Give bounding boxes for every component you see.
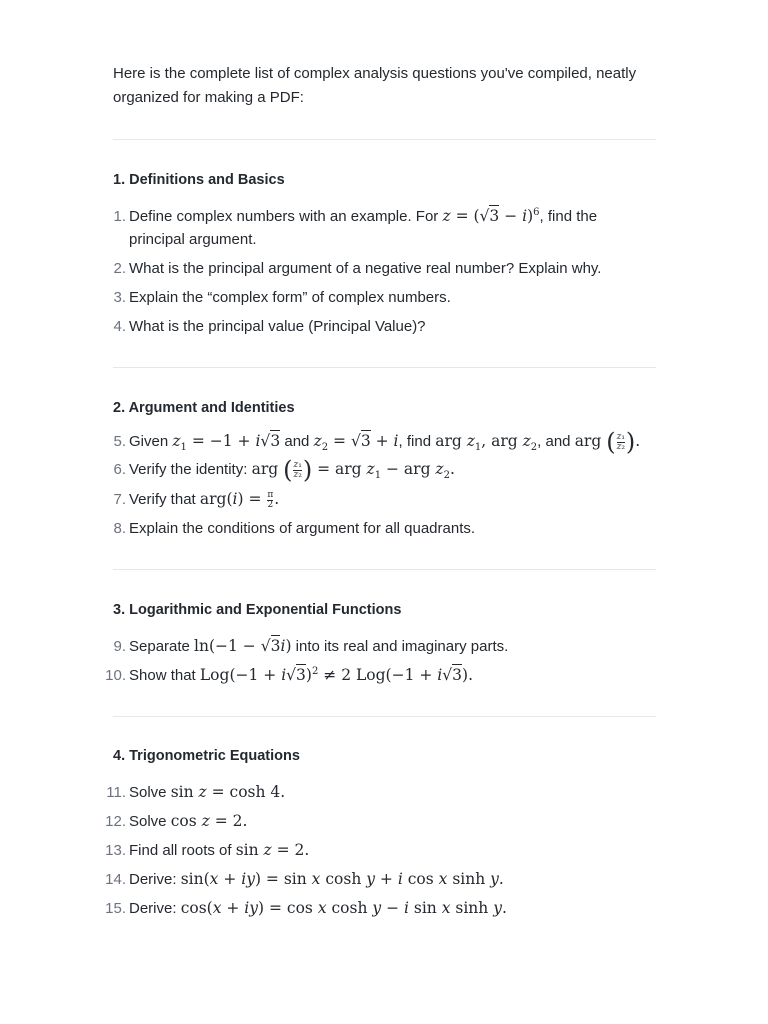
divider: [113, 569, 656, 570]
item-number: 13.: [105, 842, 126, 859]
item-text: Derive:: [129, 871, 181, 888]
section-trigonometric: [105, 746, 656, 920]
item-text: Show that: [129, 667, 200, 684]
question-list: [113, 205, 656, 338]
document-content: [105, 62, 656, 920]
math-expression: arg(i) = $\frac{\pi}{2}$ .: [199, 489, 280, 510]
list-item: [113, 488, 656, 511]
item-text: , and: [537, 433, 575, 450]
item-number: 5.: [113, 433, 126, 450]
item-text: Explain the “complex form” of complex numbers.: [129, 289, 451, 306]
item-number: 12.: [105, 813, 126, 830]
math-expression: cos z = 2.: [170, 812, 248, 830]
item-number: 9.: [113, 638, 126, 655]
section-argument: [113, 398, 656, 540]
item-number: 14.: [105, 871, 126, 888]
math-expression: sin z = 2.: [235, 841, 310, 859]
item-number: 3.: [113, 289, 126, 306]
question-list: [113, 430, 656, 540]
math-expression: arg ( $\frac{\text{z₁}}{\text{z₂}}$ ).: [574, 428, 641, 456]
list-item: [113, 517, 656, 540]
list-item: [106, 781, 656, 804]
divider: [113, 716, 656, 717]
item-text: Verify the identity:: [129, 461, 252, 478]
item-text: , find: [398, 433, 436, 450]
math-expression: $z_2 = √3 + i$: [313, 432, 399, 454]
math-expression: $z_1 = -1 + i√3$: [172, 432, 281, 454]
intro-paragraph: Here is the complete list of complex analysis questions you've compiled, neatly organized for making a PDF:: [113, 65, 637, 106]
item-text: Define complex numbers with an example. For: [129, 208, 443, 225]
item-text: and: [280, 433, 314, 450]
item-text: Given: [129, 433, 173, 450]
item-number: 7.: [113, 491, 126, 508]
math-expression: sin(x + iy) = sin x cosh y + i cos x sinh y.: [180, 870, 504, 888]
section-definitions: [113, 170, 656, 338]
section-heading: 2. Argument and Identities: [113, 400, 295, 416]
item-text: Solve: [129, 784, 171, 801]
item-number: 1.: [113, 208, 126, 225]
item-text: What is the principal argument of a negative real number? Explain why.: [129, 260, 602, 277]
item-text: Explain the conditions of argument for all quadrants.: [129, 520, 476, 537]
item-number: 11.: [106, 784, 126, 801]
math-expression: sin z = cosh 4.: [170, 783, 286, 801]
item-text: What is the principal value (Principal Value)?: [129, 318, 426, 335]
item-number: 15.: [105, 900, 126, 917]
section-logarithmic: [105, 600, 656, 687]
item-text: Separate: [129, 638, 195, 655]
item-text: Find all roots of: [129, 842, 236, 859]
list-item: [113, 430, 656, 454]
question-list: [105, 781, 656, 920]
list-item: [113, 205, 656, 251]
item-number: 6.: [113, 461, 126, 478]
list-item: [113, 286, 656, 309]
section-heading: 3. Logarithmic and Exponential Functions: [113, 602, 402, 618]
math-expression: cos(x + iy) = cos x cosh y − i sin x sinh y.: [180, 899, 507, 917]
item-number: 2.: [113, 260, 126, 277]
list-item: [105, 839, 656, 862]
section-heading: 4. Trigonometric Equations: [113, 748, 300, 764]
math-expression: arg $z_1$, arg $z_2$: [435, 432, 538, 454]
list-item: [105, 897, 656, 920]
item-text: into its real and imaginary parts.: [291, 638, 509, 655]
section-heading: 1. Definitions and Basics: [113, 172, 285, 188]
math-expression: ln(−1 − √3i): [194, 637, 292, 655]
list-item: [105, 868, 656, 891]
list-item: [113, 257, 656, 280]
item-text: , find the principal argument.: [129, 208, 598, 248]
item-text: Solve: [129, 813, 171, 830]
list-item: [105, 664, 656, 687]
math-expression: $Log(-1 + i√3)^2 \ne 2$ Log(−1 + i√3).: [199, 665, 473, 684]
math-expression: $z = (√3 - i)^6$: [442, 206, 540, 225]
list-item: [113, 315, 656, 338]
item-number: 4.: [113, 318, 126, 335]
item-number: 10.: [105, 667, 126, 684]
item-text: Derive:: [129, 900, 181, 917]
list-item: [113, 458, 656, 482]
list-item: [105, 810, 656, 833]
divider: [113, 367, 656, 368]
divider: [113, 139, 656, 140]
item-text: Verify that: [129, 491, 200, 508]
list-item: [113, 635, 656, 658]
question-list: [105, 635, 656, 687]
item-number: 8.: [113, 520, 126, 537]
math-expression: arg ( $\frac{\text{z₁}}{\text{z₂}}$ ) = arg $z_1$ − arg $z_2$.: [251, 456, 455, 484]
